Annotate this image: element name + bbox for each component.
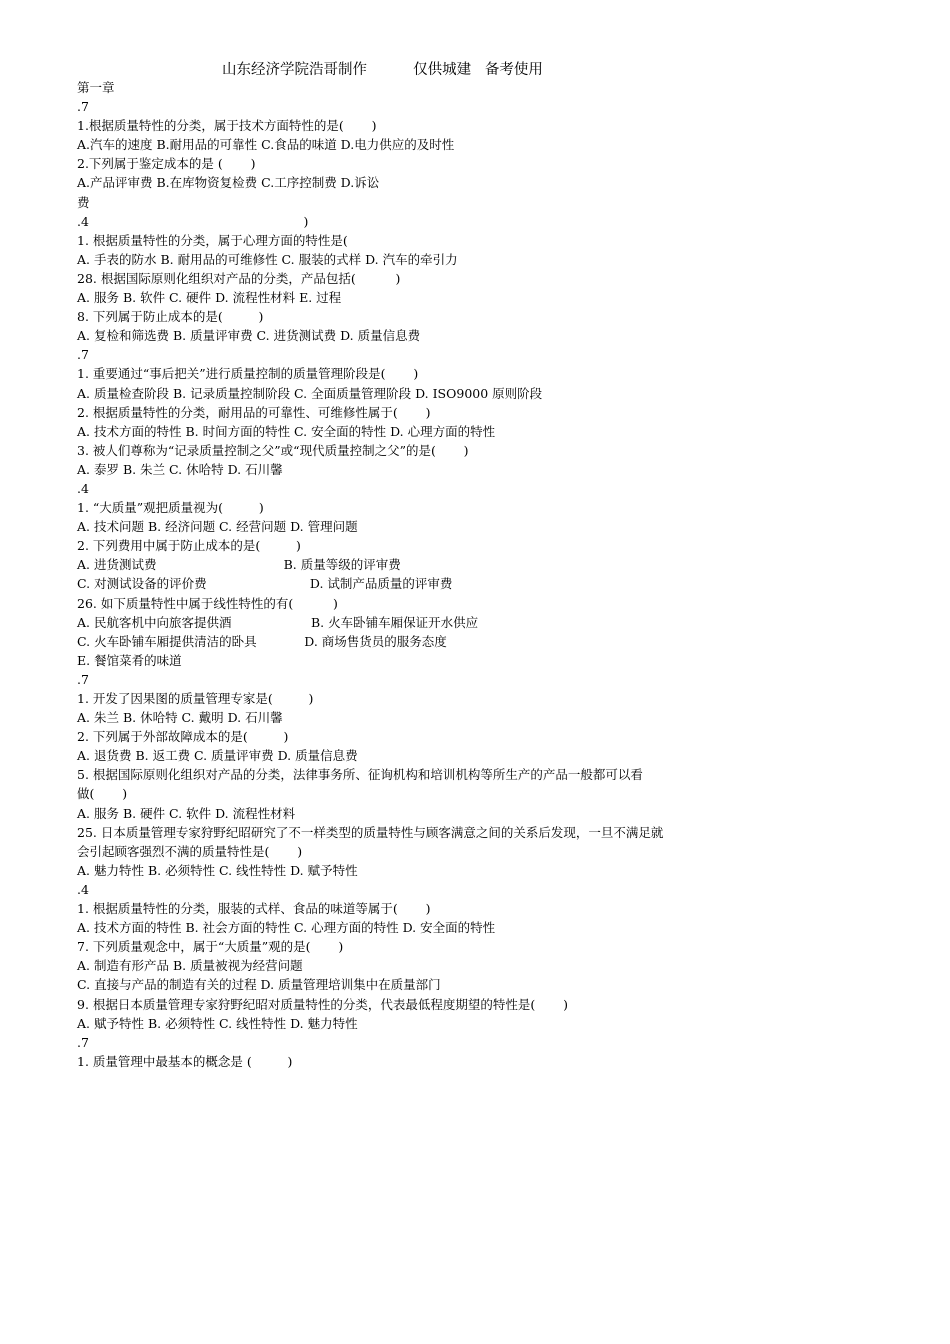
text-line: 26. 如下质量特性中属于线性特性的有( )	[77, 595, 338, 611]
text-line: A. 技术方面的特性 B. 社会方面的特性 C. 心理方面的特性 D. 安全面的特性	[77, 920, 496, 936]
text-line: .7	[77, 1034, 89, 1050]
text-line: A. 服务 B. 软件 C. 硬件 D. 流程性材料 E. 过程	[77, 290, 342, 306]
text-line: C. 直接与产品的制造有关的过程 D. 质量管理培训集中在质量部门	[77, 977, 441, 993]
text-line: 第一章	[77, 80, 115, 95]
text-line: A. 赋予特性 B. 必须特性 C. 线性特性 D. 魅力特性	[77, 1015, 358, 1031]
text-line: A. 技术方面的特性 B. 时间方面的特性 C. 安全面的特性 D. 心理方面的特性	[77, 423, 496, 439]
text-line: A. 复检和筛选费 B. 质量评审费 C. 进货测试费 D. 质量信息费	[77, 328, 421, 344]
text-line: .7	[77, 671, 89, 687]
text-line: A.汽车的速度 B.耐用品的可靠性 C.食品的味道 D.电力供应的及时性	[77, 137, 455, 153]
text-line: .4	[77, 881, 89, 897]
text-line: 8. 下列属于防止成本的是( )	[77, 309, 264, 325]
text-line: 1. 根据质量特性的分类，属于心理方面的特性是(	[77, 232, 348, 248]
text-line: 费	[77, 194, 90, 210]
page-header: 山东经济学院浩哥制作 仅供城建 备考使用	[222, 62, 543, 78]
text-line: A. 朱兰 B. 休哈特 C. 戴明 D. 石川馨	[77, 710, 283, 726]
text-line: A. 魅力特性 B. 必须特性 C. 线性特性 D. 赋予特性	[77, 862, 358, 878]
text-line: 2. 下列属于外部故障成本的是( )	[77, 729, 289, 745]
text-line: A. 民航客机中向旅客提供酒 B. 火车卧铺车厢保证开水供应	[77, 614, 479, 630]
text-line: 28. 根据国际原则化组织对产品的分类，产品包括( )	[77, 270, 401, 286]
text-line: 做( )	[77, 786, 128, 802]
text-line: A. 服务 B. 硬件 C. 软件 D. 流程性材料	[77, 805, 296, 821]
text-line: A. 手表的防水 B. 耐用品的可维修性 C. 服装的式样 D. 汽车的牵引力	[77, 251, 458, 267]
text-line: A. 泰罗 B. 朱兰 C. 休哈特 D. 石川馨	[77, 461, 283, 477]
text-line: A.产品评审费 B.在库物资复检费 C.工序控制费 D.诉讼	[77, 175, 380, 191]
text-line: 会引起顾客强烈不满的质量特性是( )	[77, 843, 303, 859]
document-body	[77, 78, 797, 1071]
text-line: 2. 根据质量特性的分类，耐用品的可靠性、可维修性属于( )	[77, 404, 431, 420]
text-line: 25. 日本质量管理专家狩野纪昭研究了不一样类型的质量特性与顾客满意之间的关系后发现，一旦不满足就	[77, 824, 664, 840]
text-line: 2.下列属于鉴定成本的是 ( )	[77, 156, 256, 172]
text-line: E. 餐馆菜肴的味道	[77, 652, 182, 668]
text-line: 9. 根据日本质量管理专家狩野纪昭对质量特性的分类，代表最低程度期望的特性是( )	[77, 996, 568, 1012]
text-line: A. 制造有形产品 B. 质量被视为经营问题	[77, 958, 303, 974]
text-line: 1. 重要通过“事后把关”进行质量控制的质量管理阶段是( )	[77, 366, 419, 382]
text-line: 1. “大质量”观把质量视为( )	[77, 500, 264, 516]
text-line: 7. 下列质量观念中，属于“大质量”观的是( )	[77, 939, 344, 955]
text-line: A. 退货费 B. 返工费 C. 质量评审费 D. 质量信息费	[77, 748, 358, 764]
text-line: A. 质量检查阶段 B. 记录质量控制阶段 C. 全面质量管理阶段 D. ISO9000 原则阶段	[77, 385, 543, 401]
text-line: 3. 被人们尊称为“记录质量控制之父”或“现代质量控制之父”的是( )	[77, 442, 469, 458]
text-line: .7	[77, 347, 89, 363]
text-line: A. 进货测试费 B. 质量等级的评审费	[77, 557, 401, 573]
text-line: A. 技术问题 B. 经济问题 C. 经营问题 D. 管理问题	[77, 519, 358, 535]
text-line: 2. 下列费用中属于防止成本的是( )	[77, 538, 301, 554]
text-line: 5. 根据国际原则化组织对产品的分类，法律事务所、征询机构和培训机构等所生产的产品一般都可以看	[77, 767, 643, 783]
text-line: .4 )	[77, 213, 309, 229]
text-line: C. 对测试设备的评价费 D. 试制产品质量的评审费	[77, 576, 453, 592]
text-line: 1. 质量管理中最基本的概念是 ( )	[77, 1053, 293, 1069]
text-line: C. 火车卧铺车厢提供清洁的卧具 D. 商场售货员的服务态度	[77, 633, 447, 649]
text-line: 1. 开发了因果图的质量管理专家是( )	[77, 691, 314, 706]
text-line: 1. 根据质量特性的分类，服装的式样、食品的味道等属于( )	[77, 901, 431, 917]
text-line: .7	[77, 99, 89, 115]
text-line: .4	[77, 480, 89, 496]
text-line: 1.根据质量特性的分类，属于技术方面特性的是( )	[77, 118, 377, 134]
